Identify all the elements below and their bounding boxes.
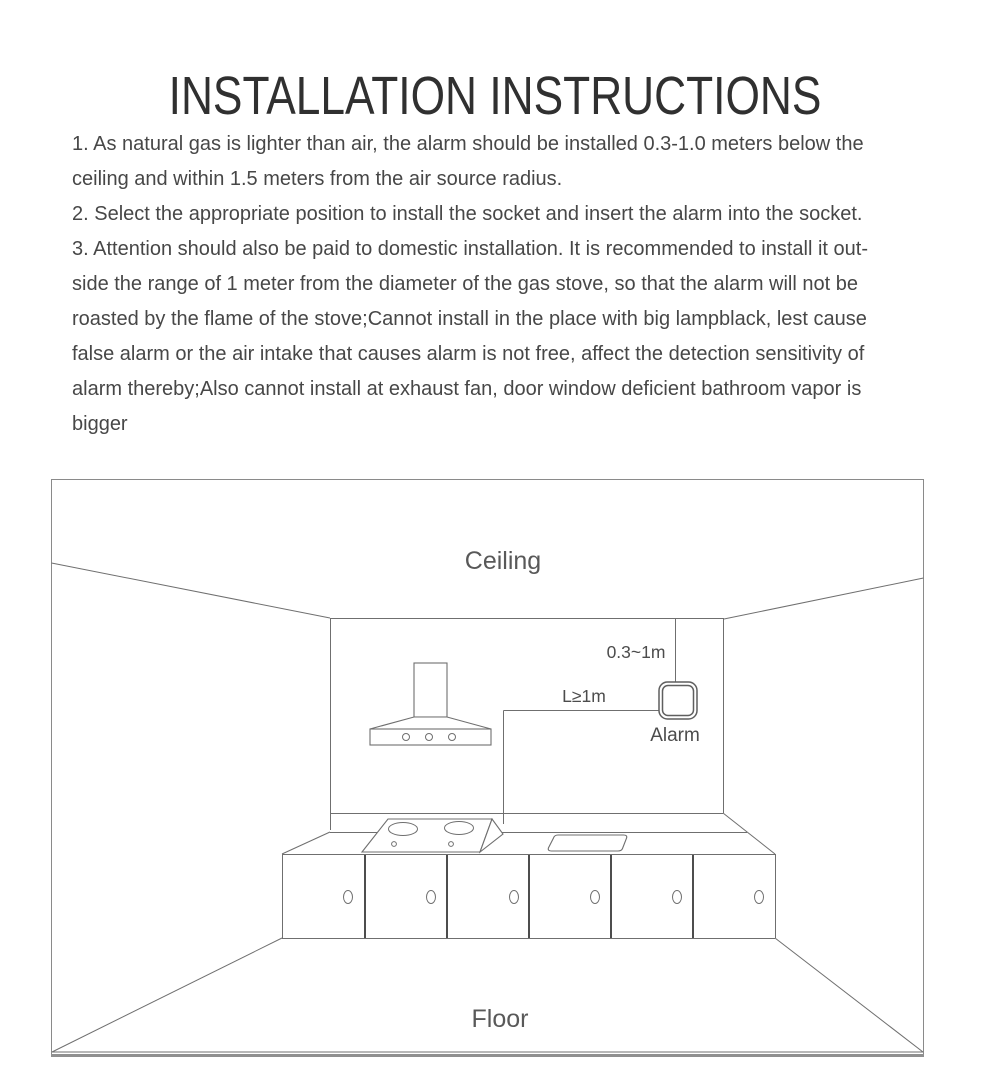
floor-label: Floor [471, 1005, 529, 1033]
floor-outline [51, 938, 924, 1056]
cabinet-handles [344, 891, 764, 904]
floor-right-edge [775, 938, 923, 1052]
page-title [0, 64, 990, 128]
alarm-device [659, 682, 697, 719]
hood-base [370, 729, 491, 745]
instruction-line: bigger [72, 413, 128, 435]
range-hood [370, 663, 491, 745]
instructions-text [72, 127, 912, 442]
hood-flare [370, 717, 491, 729]
hood-chimney [414, 663, 447, 717]
ceiling-left-edge [52, 563, 331, 618]
instruction-line: 1. As natural gas is lighter than air, the alarm should be installed 0.3-1.0 meters below the [72, 133, 864, 155]
room-perspective-drawing [51, 479, 924, 1057]
alarm-inner-face [663, 686, 694, 716]
sink [548, 835, 627, 851]
cabinet-handle [673, 891, 682, 904]
cabinet-handle [510, 891, 519, 904]
instruction-line: 2. Select the appropriate position to install the socket and insert the alarm into the socket. [72, 203, 863, 225]
installation-diagram [51, 479, 924, 1057]
ceiling-label: Ceiling [464, 547, 542, 575]
floor-left-edge [52, 938, 282, 1052]
stove-top-face [362, 819, 492, 852]
counter-left-edge [282, 832, 330, 854]
instruction-line: ceiling and within 1.5 meters from the air source radius. [72, 168, 563, 190]
cabinet-handle [344, 891, 353, 904]
stove-distance-label: L≥1m [562, 686, 606, 706]
instruction-line: side the range of 1 meter from the diameter of the gas stove, so that the alarm will not be [72, 273, 858, 295]
cabinet-dividers [365, 855, 693, 938]
cabinet-handle [427, 891, 436, 904]
ceiling-distance-label: 0.3~1m [606, 642, 666, 662]
ceiling-right-edge [724, 578, 924, 619]
counter-right-edge [723, 813, 775, 854]
page-title-text: INSTALLATION INSTRUCTIONS [168, 66, 822, 126]
instruction-line: roasted by the flame of the stove;Cannot install in the place with big lampblack, lest cause [72, 308, 867, 330]
alarm-label: Alarm [650, 725, 700, 746]
instruction-line: false alarm or the air intake that causes alarm is not free, affect the detection sensitivity of [72, 343, 865, 365]
cabinet-handle [591, 891, 600, 904]
cabinet-handle [755, 891, 764, 904]
instruction-line: 3. Attention should also be paid to domestic installation. It is recommended to install it out- [72, 238, 868, 260]
instruction-line: alarm thereby;Also cannot install at exhaust fan, door window deficient bathroom vapor is [72, 378, 862, 400]
gas-stove [362, 819, 503, 852]
